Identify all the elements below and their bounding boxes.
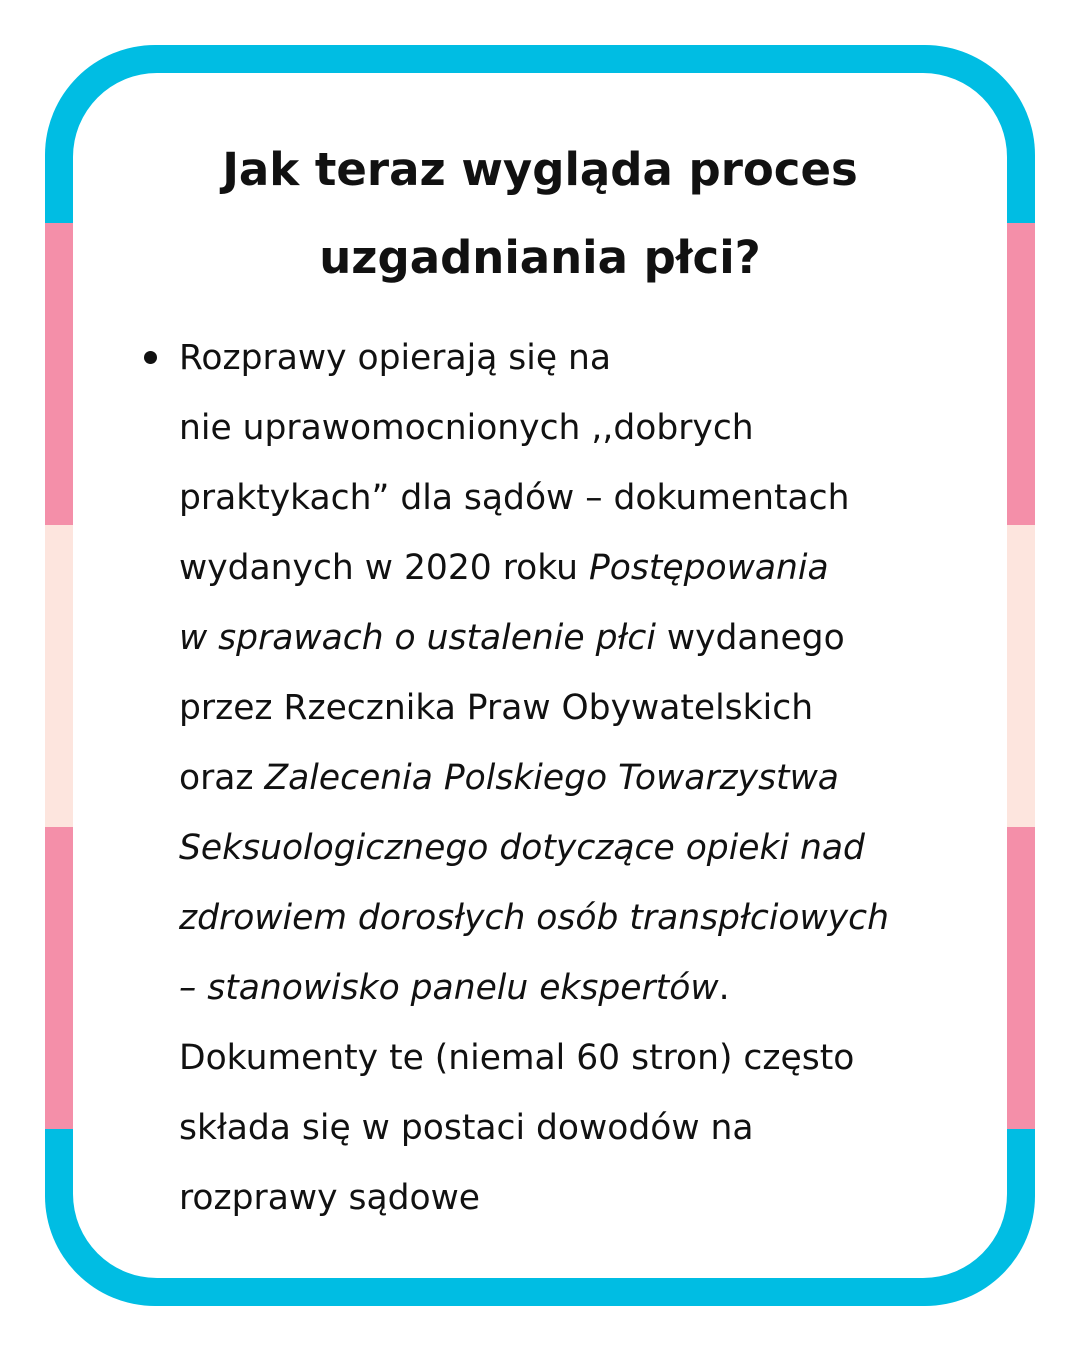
bullet-text-run: wydanego xyxy=(655,618,845,658)
bullet-line xyxy=(179,883,960,953)
bullet-text xyxy=(179,323,960,1233)
bullet-text-run: oraz xyxy=(179,758,265,798)
bullet-text-run: . xyxy=(718,968,730,1008)
bullet-line xyxy=(179,743,960,813)
bullet-text-run: wydanych w 2020 roku xyxy=(179,548,589,588)
bullet-line: Rozprawy opierają się na xyxy=(179,338,612,378)
bullet-line: przez Rzecznika Praw Obywatelskich xyxy=(179,688,814,728)
bullet-line: składa się w postaci dowodów na xyxy=(179,1108,754,1148)
document-title-italic: zdrowiem dorosłych osób transpłciowych xyxy=(179,898,889,938)
bullet-line xyxy=(179,953,960,1023)
bullet-dot-icon xyxy=(144,351,157,364)
document-title-italic: w sprawach o ustalenie płci xyxy=(179,618,656,658)
bullet-line xyxy=(179,533,960,603)
bullet-line: rozprawy sądowe xyxy=(179,1178,481,1218)
bullet-list xyxy=(140,323,960,1233)
bullet-line: Dokumenty te (niemal 60 stron) często xyxy=(179,1038,855,1078)
title-line-2: uzgadniania płci? xyxy=(319,231,761,284)
bullet-line xyxy=(179,813,960,883)
bullet-line: nie uprawomocnionych ,,dobrych xyxy=(179,408,754,448)
title-line-1: Jak teraz wygląda proces xyxy=(222,143,858,196)
bullet-line: praktykach” dla sądów – dokumentach xyxy=(179,478,850,518)
page-title xyxy=(60,126,1020,302)
bullet-line xyxy=(179,603,960,673)
document-title-italic: Postępowania xyxy=(589,548,829,588)
document-title-italic: – stanowisko panelu ekspertów xyxy=(179,968,719,1008)
document-title-italic: Seksuologicznego dotyczące opieki nad xyxy=(179,828,865,868)
document-title-italic: Zalecenia Polskiego Towarzystwa xyxy=(264,758,839,798)
